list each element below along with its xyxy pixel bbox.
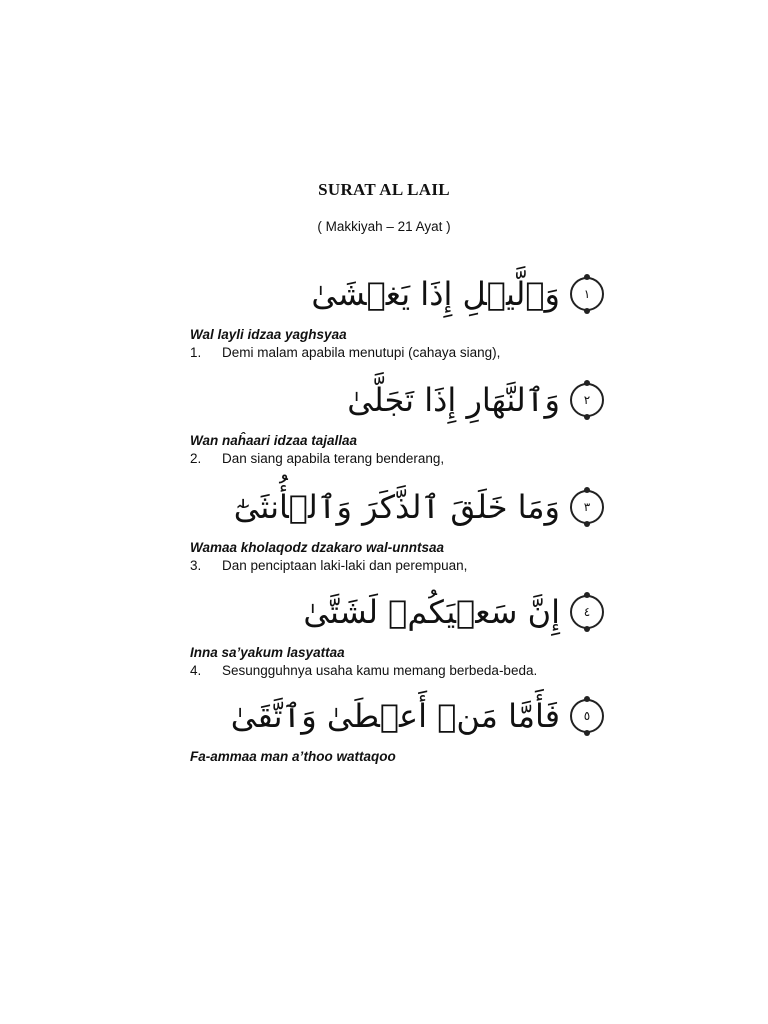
arabic-verse-text: إِنَّ سَعۡيَكُمۡ لَشَتَّىٰ: [303, 593, 560, 631]
arabic-verse-text: وَٱلَّيۡلِ إِذَا يَغۡشَىٰ: [311, 275, 560, 313]
verse-3: [190, 481, 610, 575]
surah-subtitle: ( Makkiyah – 21 Ayat ): [317, 219, 451, 234]
transliteration: Inna sa’yakum lasyattaa: [190, 645, 345, 660]
ayah-number-marker-icon: ٢: [570, 383, 604, 417]
verse-2: [190, 374, 610, 468]
surah-title: SURAT AL LAIL: [318, 180, 450, 199]
translation-number: 1.: [190, 345, 202, 360]
verse-1: [190, 268, 610, 362]
translation-text: Dan siang apabila terang benderang,: [222, 451, 445, 466]
translation: [190, 344, 610, 362]
transliteration: Wan naĥaari idzaa tajallaa: [190, 433, 358, 448]
translation: [190, 450, 610, 468]
translation: [190, 662, 610, 680]
arabic-line: [190, 690, 610, 742]
translation-text: Dan penciptaan laki-laki dan perempuan,: [222, 558, 468, 573]
arabic-verse-text: فَأَمَّا مَنۡ أَعۡطَىٰ وَٱتَّقَىٰ: [230, 697, 560, 735]
verse-4: [190, 586, 610, 680]
arabic-line: [190, 481, 610, 533]
arabic-line: [190, 268, 610, 320]
translation-number: 4.: [190, 663, 202, 678]
arabic-line: [190, 586, 610, 638]
arabic-line: [190, 374, 610, 426]
verse-5: [190, 690, 610, 766]
ayah-number-marker-icon: ١: [570, 277, 604, 311]
transliteration: Wal layli idzaa yaghsyaa: [190, 327, 347, 342]
translation-text: Demi malam apabila menutupi (cahaya siang),: [222, 345, 501, 360]
ayah-number-marker-icon: ٥: [570, 699, 604, 733]
transliteration: Fa-ammaa man a’thoo wattaqoo: [190, 749, 396, 764]
transliteration: Wamaa kholaqodz dzakaro wal-unntsaa: [190, 540, 445, 555]
translation: [190, 557, 610, 575]
translation-number: 2.: [190, 451, 202, 466]
ayah-number-marker-icon: ٤: [570, 595, 604, 629]
arabic-verse-text: وَٱلنَّهَارِ إِذَا تَجَلَّىٰ: [347, 381, 560, 419]
translation-text: Sesungguhnya usaha kamu memang berbeda-beda.: [222, 663, 538, 678]
arabic-verse-text: وَمَا خَلَقَ ٱلذَّكَرَ وَٱلۡأُنثَىٰٓ: [233, 488, 560, 526]
ayah-number-marker-icon: ٣: [570, 490, 604, 524]
translation-number: 3.: [190, 558, 202, 573]
